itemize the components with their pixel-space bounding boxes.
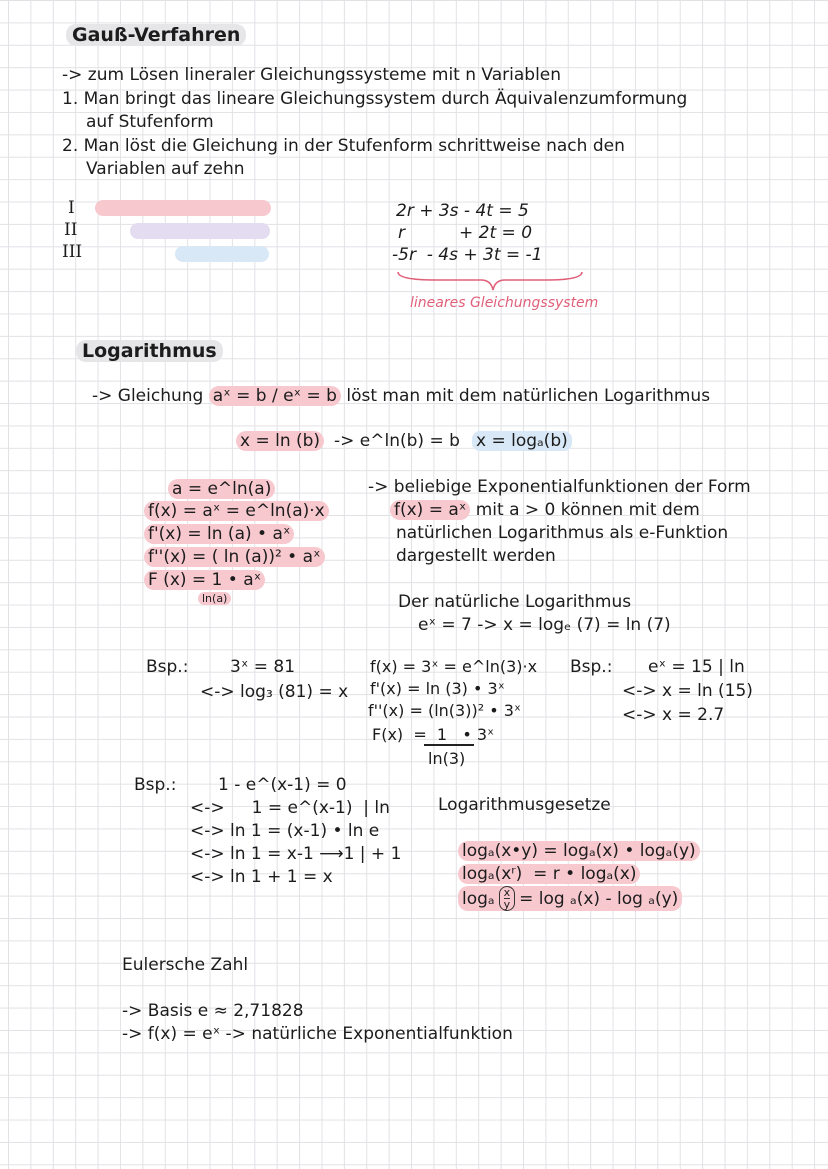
bsp1-mid-1: f(x) = 3ˣ = e^ln(3)·x [370,657,538,676]
bsp1-fraction-bar [424,744,474,746]
bsp1-mid-3: f''(x) = (ln(3))² • 3ˣ [368,701,521,720]
right-line-2 [390,499,700,521]
gesetze-line-3-post: = log ₐ(x) - log ₐ(y) [519,888,679,909]
gauss-step2-a: 2. Man löst die Gleichung in der Stufenform schrittweise nach den [62,136,625,156]
eq-x-ln-b: x = ln (b) [236,430,324,452]
roman-3: III [62,242,83,262]
system-brace [396,268,586,292]
brace-label: lineares Gleichungssystem [410,295,599,311]
gesetze-fraction [499,886,516,911]
gauss-intro: -> zum Lösen lineraler Gleichungssysteme mit n Variablen [62,65,562,85]
eq-e-ln-b: -> e^ln(b) = b [334,431,460,451]
bsp1-line-2: <-> log₃ (81) = x [200,682,349,702]
row-1-bar [95,200,271,216]
bsp1-label: Bsp.: [146,657,189,677]
gesetze-title: Logarithmusgesetze [438,795,611,815]
log-title: Logarithmus [76,340,223,362]
system-row-3: -5r - 4s + 3t = -1 [392,245,543,265]
log-intro-highlight: aˣ = b / eˣ = b [209,386,341,406]
bsp1-right-2: <-> x = ln (15) [622,681,753,701]
row-3-bar [175,246,269,262]
bsp1-right-1: eˣ = 15 | ln [648,657,745,677]
bsp1-mid-5: ln(3) [428,749,466,768]
log-intro-pre: -> Gleichung [92,386,204,406]
euler-line-2: -> f(x) = eˣ -> natürliche Exponentialfunktion [122,1024,513,1044]
log-intro [92,385,710,407]
gesetze-line-3 [458,886,682,911]
gauss-title: Gauß-Verfahren [66,24,246,46]
bsp2-line-2: <-> 1 = e^(x-1) | ln [190,798,390,818]
left-line-2: f(x) = aˣ = e^ln(a)·x [144,500,329,522]
gauss-step1-b: auf Stufenform [86,112,214,132]
bsp2-line-1: 1 - e^(x-1) = 0 [218,775,347,795]
left-line-4: f''(x) = ( ln (a))² • aˣ [144,546,325,568]
gesetze-line-1: logₐ(x•y) = logₐ(x) • logₐ(y) [458,840,700,862]
gauss-step2-b: Variablen auf zehn [86,159,245,179]
bsp1-mid-4: F(x) = 1 • 3ˣ [372,725,495,744]
eq-x-log-a-b: x = logₐ(b) [472,430,572,452]
bsp1-line-1: 3ˣ = 81 [230,657,296,677]
log-intro-post: löst man mit dem natürlichen Logarithmus [346,386,711,406]
gesetze-fraction-den: y [503,898,511,911]
bsp2-line-3: <-> ln 1 = (x-1) • ln e [190,821,380,841]
bsp1-right-label: Bsp.: [570,657,613,677]
gesetze-line-2: logₐ(xʳ) = r • logₐ(x) [458,863,640,885]
gauss-step1-a: 1. Man bringt das lineare Gleichungssystem durch Äquivalenzumformung [62,89,688,109]
system-row-1: 2r + 3s - 4t = 5 [396,201,529,221]
left-line-5: F (x) = 1 • aˣ [144,569,265,591]
right-line-2-post: mit a > 0 können mit dem [475,500,700,520]
euler-line-1: -> Basis e ≈ 2,71828 [122,1001,304,1021]
right-line-3: natürlichen Logarithmus als e-Funktion [396,523,729,543]
row-2-bar [130,223,270,239]
euler-title: Eulersche Zahl [122,955,249,975]
natlog-eq: eˣ = 7 -> x = logₑ (7) = ln (7) [418,615,671,635]
bsp2-line-4: <-> ln 1 = x-1 ⟶1 | + 1 [190,844,402,864]
bsp1-right-3: <-> x = 2.7 [622,705,725,725]
roman-2: II [64,220,78,240]
roman-1: I [68,198,75,218]
system-row-2: r + 2t = 0 [398,223,533,243]
bsp2-line-5: <-> ln 1 + 1 = x [190,867,333,887]
right-line-2-hl: f(x) = aˣ [390,500,470,520]
gesetze-fraction-num: x [503,886,511,899]
right-line-4: dargestellt werden [396,546,556,566]
bsp2-label: Bsp.: [134,775,177,795]
bsp1-mid-2: f'(x) = ln (3) • 3ˣ [370,679,505,698]
right-line-1: -> beliebige Exponentialfunktionen der Form [368,477,751,497]
left-line-6: ln(a) [198,588,231,610]
left-line-3: f'(x) = ln (a) • aˣ [144,523,294,545]
left-line-1: a = e^ln(a) [168,478,275,500]
gesetze-line-3-pre: logₐ [462,888,495,909]
natlog-title: Der natürliche Logarithmus [398,592,632,612]
